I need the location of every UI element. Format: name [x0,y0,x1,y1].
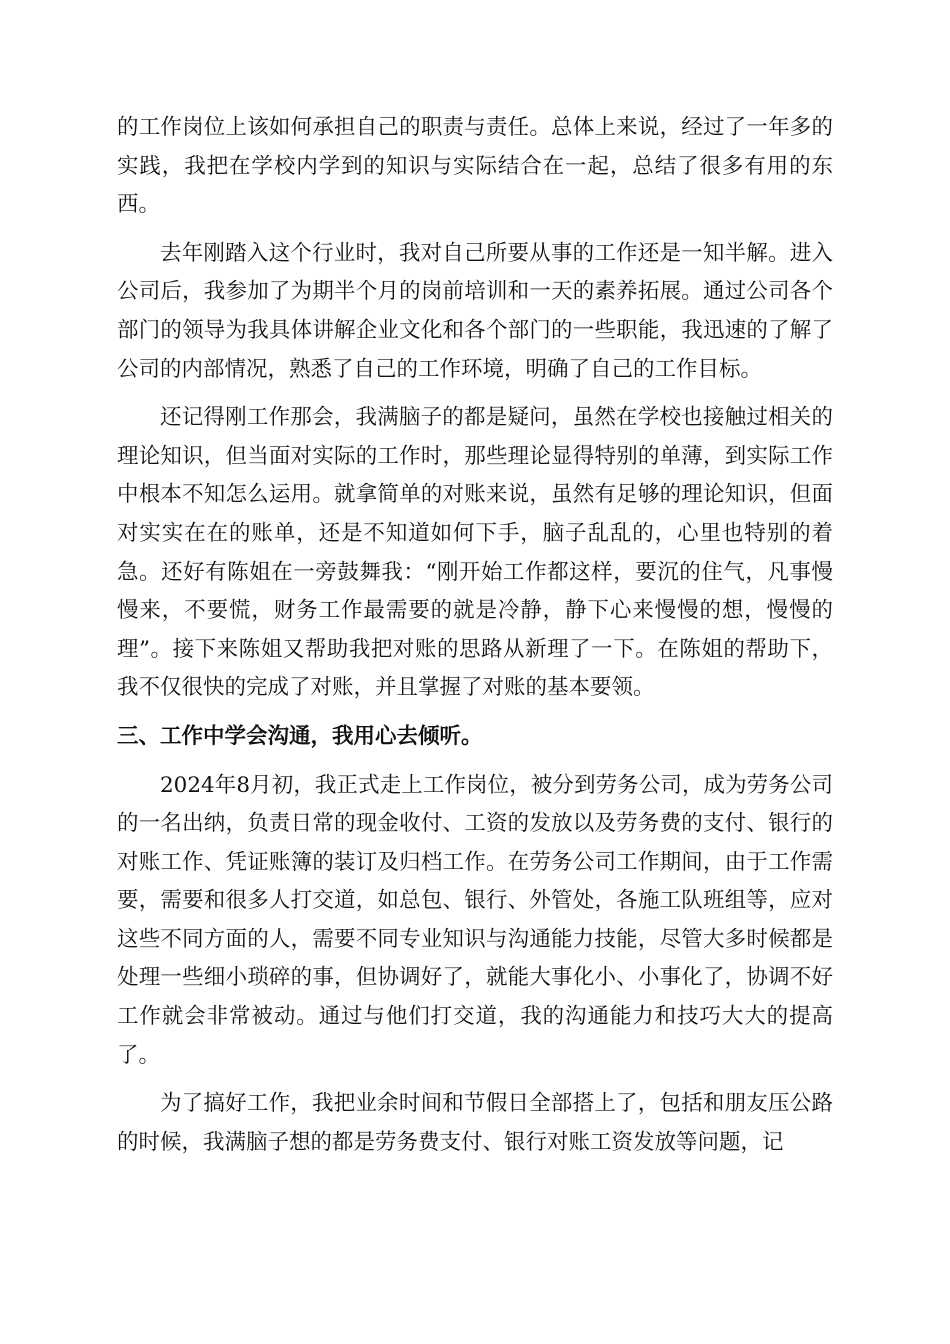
document-page [117,109,833,1172]
paragraph-joining-industry: 去年刚踏入这个行业时，我对自己所要从事的工作还是一知半解。进入公司后，我参加了为期半个月的岗前培训和一天的素养拓展。通过公司各个部门的领导为我具体讲解企业文化和各个部门的一些职能，我迅速的了解了公司的内部情况，熟悉了自己的工作环境，明确了自己的工作目标。 [117,240,833,382]
section-heading-communication: 三、工作中学会沟通，我用心去倾听。 [117,723,483,749]
paragraph-dedication: 为了搞好工作，我把业余时间和节假日全部搭上了，包括和朋友压公路的时候，我满脑子想的都是劳务费支付、银行对账工资发放等问题，记 [117,1091,833,1155]
paragraph-cashier-role: 2024年8月初，我正式走上工作岗位，被分到劳务公司，成为劳务公司的一名出纳，负责日常的现金收付、工资的发放以及劳务费的支付、银行的对账工作、凭证账簿的装订及归档工作。在劳务公司工作期间，由于工作需要，需要和很多人打交道，如总包、银行、外管处，各施工队班组等，应对这些不同方面的人，需要不同专业知识与沟通能力技能，尽管大多时候都是处理一些细小琐碎的事，但协调好了，就能大事化小、小事化了，协调不好工作就会非常被动。通过与他们打交道，我的沟通能力和技巧大大的提高了。 [117,772,833,1068]
paragraph-continuation: 的工作岗位上该如何承担自己的职责与责任。总体上来说，经过了一年多的实践，我把在学校内学到的知识与实际结合在一起，总结了很多有用的东西。 [117,115,833,218]
paragraph-first-work-memories: 还记得刚工作那会，我满脑子的都是疑问，虽然在学校也接触过相关的理论知识，但当面对实际的工作时，那些理论显得特别的单薄，到实际工作中根本不知怎么运用。就拿简单的对账来说，虽然有足够的理论知识，但面对实实在在的账单，还是不知道如何下手，脑子乱乱的，心里也特别的着急。还好有陈姐在一旁鼓舞我：“刚开始工作都这样，要沉的住气，凡事慢慢来，不要慌，财务工作最需要的就是冷静，静下心来慢慢的想，慢慢的理”。接下来陈姐又帮助我把对账的思路从新理了一下。在陈姐的帮助下，我不仅很快的完成了对账，并且掌握了对账的基本要领。 [117,405,833,701]
